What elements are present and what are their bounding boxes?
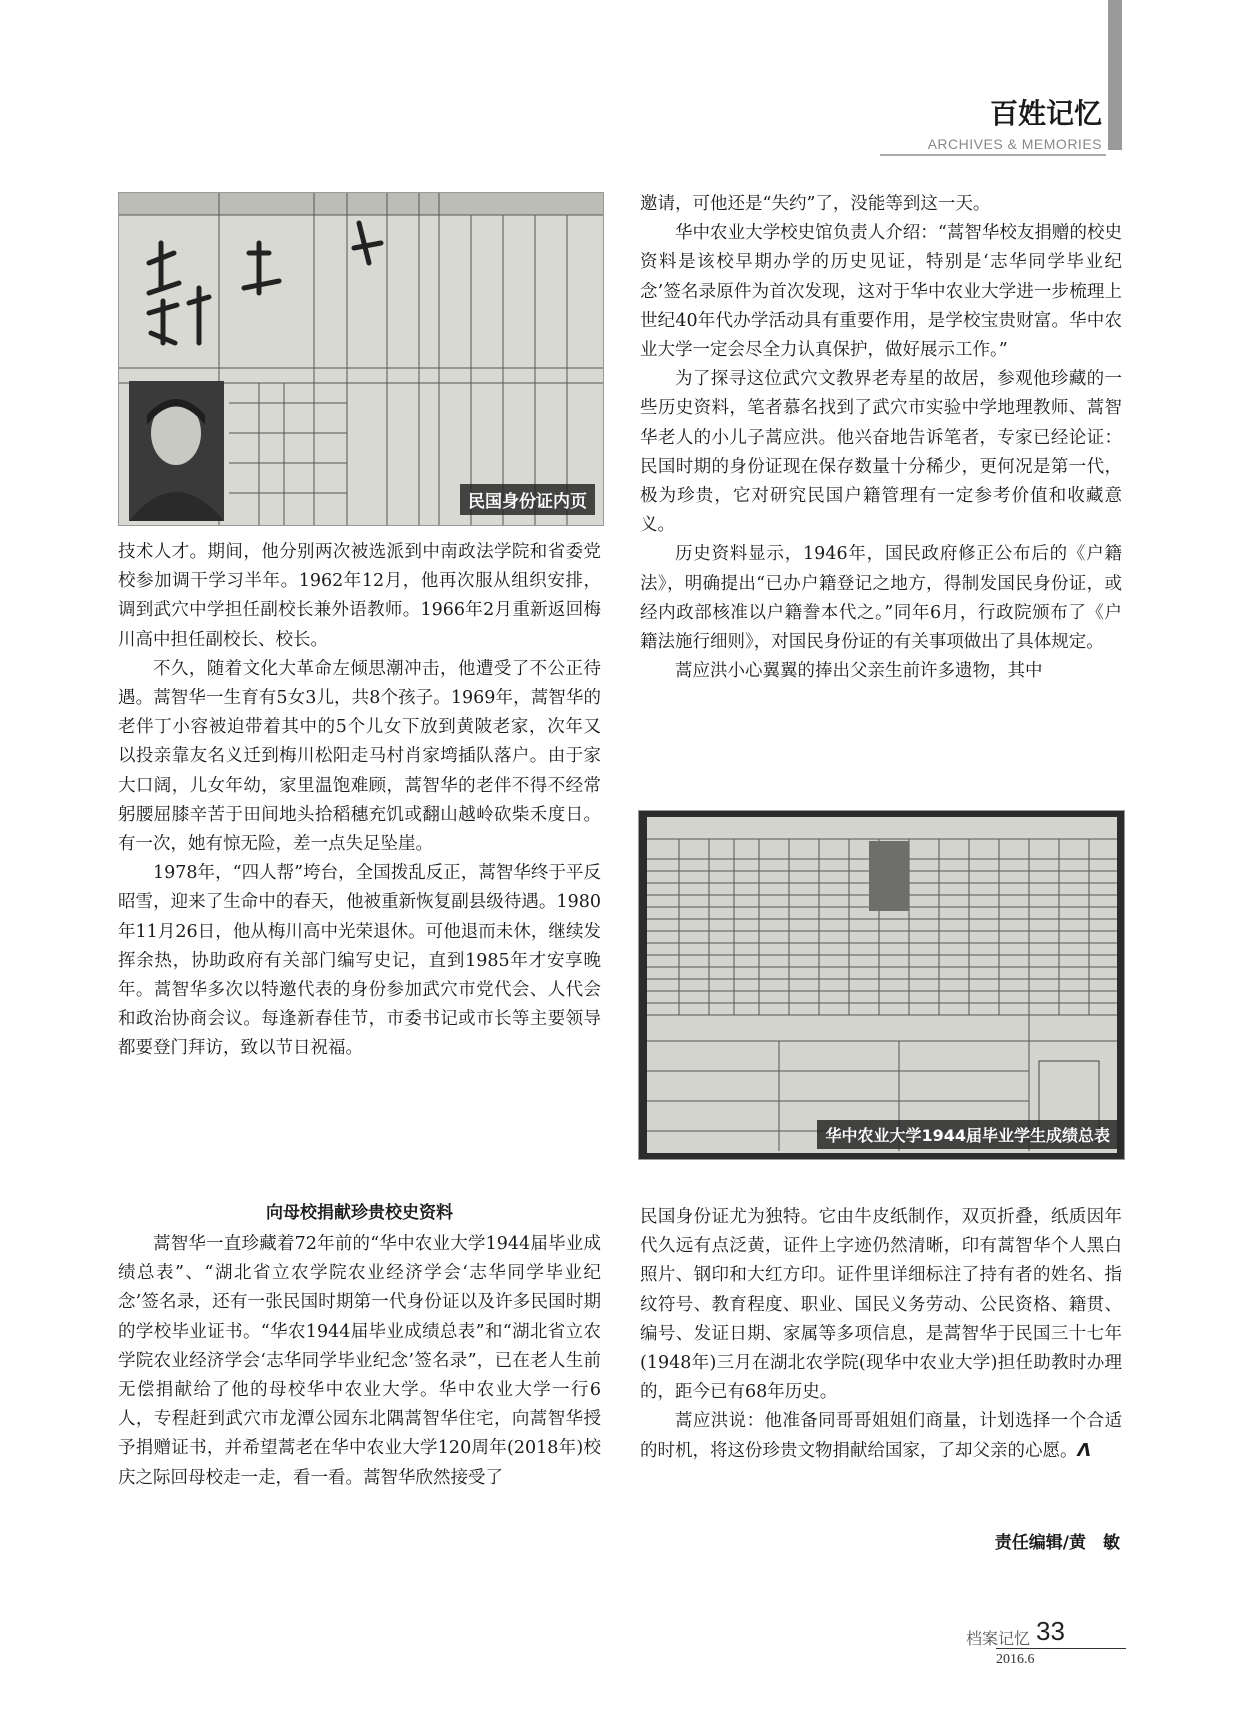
paragraph: 民国身份证尤为独特。它由牛皮纸制作，双页折叠，纸质因年代久远有点泛黄，证件上字迹仍然清晰，印有蒿智华个人黑白照片、钢印和大红方印。证件里详细标注了持有者的姓名、指纹符号、教育程度、职业、国民义务劳动、公民资格、籍贯、编号、发证日期、家属等多项信息，是蒿智华于民国三十七年(1948年)三月在湖北农学院(现华中农业大学)担任助教时办理的，距今已有68年历史。 (640, 1207, 1122, 1403)
paragraph: 1978年，“四人帮”垮台，全国拨乱反正，蒿智华终于平反昭雪，迎来了生命中的春天，他被重新恢复副县级待遇。1980年11月26日，他从梅川高中光荣退休。可他退而未休，继续发挥余热，协助政府有关部门编写史记，直到1985年才安享晚年。蒿智华多次以特邀代表的身份参加武穴市党代会、人代会和政治协商会议。每逢新春佳节，市委书记或市长等主要领导都要登门拜访，致以节日祝福。 (118, 863, 601, 1059)
header-rule (880, 154, 1106, 156)
section-subtitle: ARCHIVES & MEMORIES (927, 136, 1102, 152)
paragraph: 蒿智华一直珍藏着72年前的“华中农业大学1944届毕业成绩总表”、“湖北省立农学院农业经济学会‘志华同学毕业纪念’签名录，还有一张民国时期第一代身份证以及许多民国时期的学校毕业证书。“华农1944届毕业成绩总表”和“湖北省立农学院农业经济学会‘志华同学毕业纪念’签名录”，已在老人生前无偿捐献给了他的母校华中农业大学。华中农业大学一行6人，专程赶到武穴市龙潭公园东北隅蒿智华住宅，向蒿智华授予捐赠证书，并希望蒿老在华中农业大学120周年(2018年)校庆之际回母校走一走，看一看。蒿智华欣然接受了 (118, 1234, 601, 1488)
editor-credit: 责任编辑/黄 敏 (994, 1533, 1120, 1553)
header-accent-bar (1108, 0, 1122, 150)
paragraph: 邀请，可他还是“失约”了，没能等到这一天。 (640, 194, 991, 214)
section-subheading: 向母校捐献珍贵校史资料 (266, 1203, 453, 1223)
footer-rule (996, 1648, 1126, 1649)
paragraph: 技术人才。期间，他分别两次被选派到中南政法学院和省委党校参加调干学习半年。1962年12月，他再次服从组织安排，调到武穴中学担任副校长兼外语教师。1966年2月重新返回梅川高中担任副校长、校长。 (118, 542, 601, 650)
grade-table-photo (638, 810, 1125, 1160)
right-column-body-2 (640, 1203, 1122, 1466)
section-title: 百姓记忆 (989, 97, 1102, 130)
id-card-graphic (119, 193, 603, 525)
id-card-caption: 民国身份证内页 (460, 484, 595, 515)
page-number: 33 (1036, 1616, 1065, 1646)
paragraph: 华中农业大学校史馆负责人介绍：“蒿智华校友捐赠的校史资料是该校早期办学的历史见证，特别是‘志华同学毕业纪念’签名录原件为首次发现，这对于华中农业大学进一步梳理上世纪40年代办学活动具有重要作用，是学校宝贵财富。华中农业大学一定会尽全力认真保护，做好展示工作。” (640, 223, 1122, 361)
id-card-photo (118, 192, 604, 526)
footer-magazine-name: 档案记忆 (965, 1629, 1030, 1648)
grade-table-caption: 华中农业大学1944届毕业学生成绩总表 (817, 1120, 1118, 1149)
right-column-body (640, 190, 1122, 686)
grade-table-graphic (639, 811, 1124, 1159)
paragraph: 为了探寻这位武穴文教界老寿星的故居，参观他珍藏的一些历史资料，笔者慕名找到了武穴市实验中学地理教师、蒿智华老人的小儿子蒿应洪。他兴奋地告诉笔者，专家已经论证：民国时期的身份证现在保存数量十分稀少，更何况是第一代，极为珍贵，它对研究民国户籍管理有一定参考价值和收藏意义。 (640, 369, 1122, 536)
left-column-body-2 (118, 1230, 601, 1493)
left-column-body (118, 538, 601, 1064)
paragraph-text: 蒿应洪说：他准备同哥哥姐姐们商量，计划选择一个合适的时机，将这份珍贵文物捐献给国家，了却父亲的心愿。 (640, 1411, 1122, 1461)
issue-date: 2016.6 (996, 1652, 1035, 1667)
paragraph (640, 1407, 1122, 1465)
paragraph: 不久，随着文化大革命左倾思潮冲击，他遭受了不公正待遇。蒿智华一生育有5女3儿，共8个孩子。1969年，蒿智华的老伴丁小容被迫带着其中的5个儿女下放到黄陂老家，次年又以投亲靠友名义迁到梅川松阳走马村肖家塆插队落户。由于家大口阔，儿女年幼，家里温饱难顾，蒿智华的老伴不得不经常躬腰屈膝辛苦于田间地头拾稻穗充饥或翻山越岭砍柴禾度日。有一次，她有惊无险，差一点失足坠崖。 (118, 658, 601, 855)
end-mark-icon: Λ (1077, 1440, 1092, 1461)
paragraph: 蒿应洪小心翼翼的捧出父亲生前许多遗物，其中 (675, 661, 1043, 682)
paragraph: 历史资料显示，1946年，国民政府修正公布后的《户籍法》，明确提出“已办户籍登记之地方，得制发国民身份证，或经内政部核准以户籍誊本代之。”同年6月，行政院颁布了《户籍法施行细则》，对国民身份证的有关事项做出了具体规定。 (640, 544, 1122, 653)
